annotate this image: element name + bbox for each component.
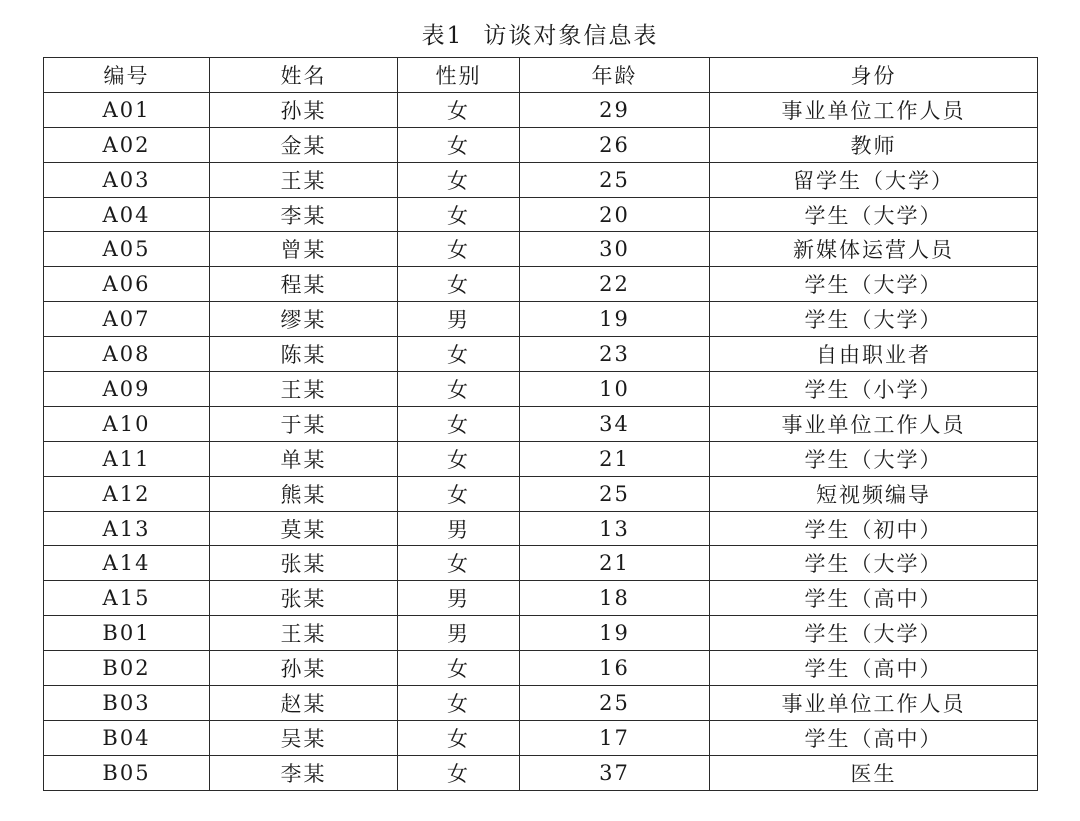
cell-role: 学生（大学） xyxy=(710,197,1038,232)
cell-role: 短视频编导 xyxy=(710,476,1038,511)
cell-name: 王某 xyxy=(210,616,398,651)
cell-gender: 女 xyxy=(398,406,520,441)
table-row xyxy=(44,755,1038,790)
cell-gender: 女 xyxy=(398,92,520,127)
table-row xyxy=(44,232,1038,267)
cell-age: 37 xyxy=(520,755,710,790)
cell-name: 赵某 xyxy=(210,686,398,721)
cell-age: 25 xyxy=(520,686,710,721)
cell-role: 学生（大学） xyxy=(710,267,1038,302)
table-row xyxy=(44,302,1038,337)
cell-role: 医生 xyxy=(710,755,1038,790)
cell-id: A04 xyxy=(44,197,210,232)
table-row xyxy=(44,511,1038,546)
cell-id: B05 xyxy=(44,755,210,790)
cell-role: 学生（高中） xyxy=(710,651,1038,686)
cell-role: 学生（大学） xyxy=(710,616,1038,651)
header-age: 年龄 xyxy=(520,58,710,93)
cell-name: 曾某 xyxy=(210,232,398,267)
cell-name: 张某 xyxy=(210,581,398,616)
table-number: 表1 xyxy=(421,23,464,49)
cell-id: B02 xyxy=(44,651,210,686)
cell-age: 16 xyxy=(520,651,710,686)
cell-age: 13 xyxy=(520,511,710,546)
cell-name: 张某 xyxy=(210,546,398,581)
cell-age: 29 xyxy=(520,92,710,127)
cell-id: A03 xyxy=(44,162,210,197)
table-row xyxy=(44,720,1038,755)
cell-gender: 女 xyxy=(398,372,520,407)
table-row xyxy=(44,651,1038,686)
cell-gender: 女 xyxy=(398,476,520,511)
cell-id: A06 xyxy=(44,267,210,302)
table-row xyxy=(44,267,1038,302)
cell-name: 吴某 xyxy=(210,720,398,755)
cell-age: 21 xyxy=(520,546,710,581)
cell-gender: 女 xyxy=(398,127,520,162)
cell-name: 王某 xyxy=(210,162,398,197)
cell-gender: 女 xyxy=(398,651,520,686)
cell-age: 22 xyxy=(520,267,710,302)
table-row xyxy=(44,406,1038,441)
cell-name: 李某 xyxy=(210,197,398,232)
header-row xyxy=(44,58,1038,93)
cell-name: 孙某 xyxy=(210,92,398,127)
cell-role: 学生（大学） xyxy=(710,546,1038,581)
cell-gender: 女 xyxy=(398,546,520,581)
cell-role: 学生（高中） xyxy=(710,581,1038,616)
table-row xyxy=(44,162,1038,197)
cell-name: 李某 xyxy=(210,755,398,790)
cell-age: 23 xyxy=(520,337,710,372)
cell-role: 学生（高中） xyxy=(710,720,1038,755)
cell-age: 30 xyxy=(520,232,710,267)
table-row xyxy=(44,372,1038,407)
cell-role: 新媒体运营人员 xyxy=(710,232,1038,267)
cell-role: 事业单位工作人员 xyxy=(710,406,1038,441)
cell-id: B04 xyxy=(44,720,210,755)
table-caption xyxy=(0,18,1080,54)
cell-role: 学生（小学） xyxy=(710,372,1038,407)
cell-name: 缪某 xyxy=(210,302,398,337)
cell-age: 19 xyxy=(520,616,710,651)
cell-gender: 女 xyxy=(398,337,520,372)
cell-age: 20 xyxy=(520,197,710,232)
header-id: 编号 xyxy=(44,58,210,93)
cell-id: A12 xyxy=(44,476,210,511)
cell-age: 10 xyxy=(520,372,710,407)
cell-age: 17 xyxy=(520,720,710,755)
cell-id: A15 xyxy=(44,581,210,616)
cell-age: 25 xyxy=(520,162,710,197)
table-row xyxy=(44,581,1038,616)
cell-gender: 男 xyxy=(398,616,520,651)
cell-age: 18 xyxy=(520,581,710,616)
cell-id: A10 xyxy=(44,406,210,441)
cell-id: A08 xyxy=(44,337,210,372)
cell-role: 教师 xyxy=(710,127,1038,162)
cell-role: 事业单位工作人员 xyxy=(710,686,1038,721)
table-title: 访谈对象信息表 xyxy=(483,23,659,49)
header-gender: 性别 xyxy=(398,58,520,93)
table-row xyxy=(44,616,1038,651)
cell-name: 王某 xyxy=(210,372,398,407)
cell-gender: 女 xyxy=(398,267,520,302)
table-row xyxy=(44,476,1038,511)
cell-id: B01 xyxy=(44,616,210,651)
cell-id: A02 xyxy=(44,127,210,162)
cell-gender: 女 xyxy=(398,686,520,721)
cell-id: A09 xyxy=(44,372,210,407)
cell-age: 21 xyxy=(520,441,710,476)
interviewee-info-table xyxy=(43,57,1038,791)
cell-role: 自由职业者 xyxy=(710,337,1038,372)
cell-id: A11 xyxy=(44,441,210,476)
cell-gender: 男 xyxy=(398,511,520,546)
cell-role: 事业单位工作人员 xyxy=(710,92,1038,127)
cell-name: 于某 xyxy=(210,406,398,441)
table-row xyxy=(44,337,1038,372)
cell-id: A01 xyxy=(44,92,210,127)
header-role: 身份 xyxy=(710,58,1038,93)
cell-name: 熊某 xyxy=(210,476,398,511)
table-row xyxy=(44,127,1038,162)
cell-age: 26 xyxy=(520,127,710,162)
cell-gender: 女 xyxy=(398,441,520,476)
table-row xyxy=(44,441,1038,476)
table-row xyxy=(44,686,1038,721)
table-row xyxy=(44,546,1038,581)
cell-name: 金某 xyxy=(210,127,398,162)
cell-role: 学生（初中） xyxy=(710,511,1038,546)
cell-gender: 女 xyxy=(398,720,520,755)
cell-id: A05 xyxy=(44,232,210,267)
cell-gender: 女 xyxy=(398,755,520,790)
table-row xyxy=(44,197,1038,232)
cell-name: 单某 xyxy=(210,441,398,476)
cell-name: 陈某 xyxy=(210,337,398,372)
cell-id: A14 xyxy=(44,546,210,581)
cell-id: A07 xyxy=(44,302,210,337)
cell-name: 孙某 xyxy=(210,651,398,686)
cell-role: 学生（大学） xyxy=(710,441,1038,476)
cell-gender: 女 xyxy=(398,197,520,232)
cell-age: 25 xyxy=(520,476,710,511)
cell-role: 留学生（大学） xyxy=(710,162,1038,197)
cell-name: 程某 xyxy=(210,267,398,302)
cell-id: B03 xyxy=(44,686,210,721)
cell-age: 34 xyxy=(520,406,710,441)
cell-name: 莫某 xyxy=(210,511,398,546)
cell-id: A13 xyxy=(44,511,210,546)
header-name: 姓名 xyxy=(210,58,398,93)
cell-gender: 男 xyxy=(398,581,520,616)
cell-age: 19 xyxy=(520,302,710,337)
table-row xyxy=(44,92,1038,127)
cell-gender: 男 xyxy=(398,302,520,337)
cell-gender: 女 xyxy=(398,232,520,267)
cell-role: 学生（大学） xyxy=(710,302,1038,337)
cell-gender: 女 xyxy=(398,162,520,197)
